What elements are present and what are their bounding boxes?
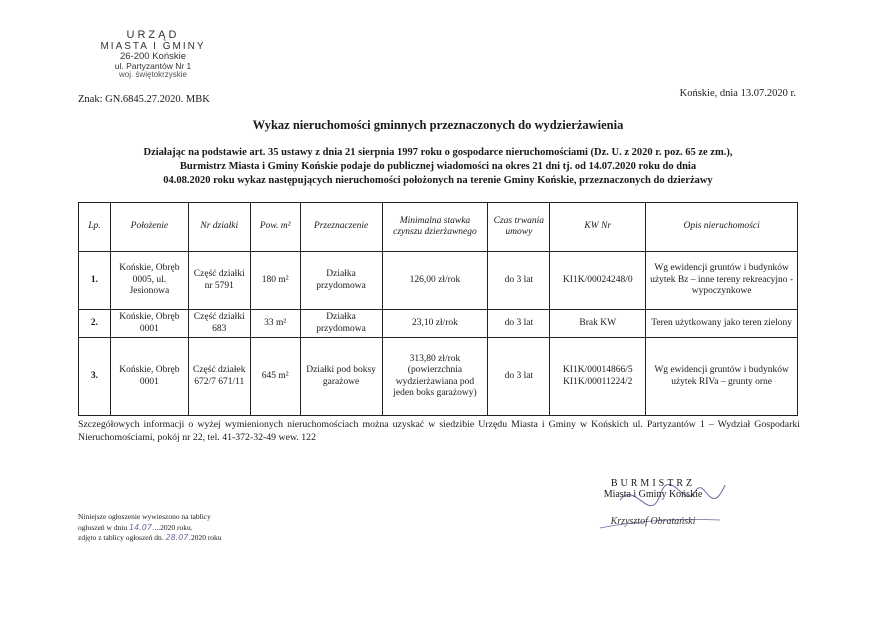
- cell-nr-dzialki: Część działki 683: [188, 310, 250, 338]
- stamp-line: URZĄD: [126, 29, 180, 41]
- intro-line: 04.08.2020 roku wykaz następujących nieruchomości położonych na terenie Gminy Końskie, przeznaczonych do dzierżawy: [163, 175, 713, 186]
- document-date: Końskie, dnia 13.07.2020 r.: [679, 88, 796, 99]
- notice-text: ogłoszeń w dniu: [78, 522, 130, 532]
- cell-lp: 2.: [79, 310, 111, 338]
- signature-title: BURMISTRZ: [610, 478, 696, 489]
- cell-opis: Teren użytkowany jako teren zielony: [646, 310, 798, 338]
- cell-czas: do 3 lat: [488, 310, 550, 338]
- cell-przeznaczenie: Działka przydomowa: [300, 252, 382, 310]
- handwritten-date: 28.07.: [165, 533, 191, 542]
- cell-kw: KI1K/00014866/5 KI1K/00011224/2: [550, 338, 646, 416]
- contact-info-paragraph: Szczegółowych informacji o wyżej wymienionych nieruchomościach można uzyskać w siedzibie Urzędu Miasta i Gminy w Końskich ul. Partyzantów 1 – Wydział Gospodarki Nieruchomościami, pokój nr 22, tel. 41-372-32-49 wew. 122: [78, 419, 800, 443]
- header-polozenie: Położenie: [110, 203, 188, 252]
- stamp-line: 26-200 Końskie: [119, 51, 187, 63]
- notice-line-posted: [78, 523, 222, 534]
- stamp-line: ul. Partyzantów Nr 1: [114, 61, 192, 72]
- header-kw: KW Nr: [550, 203, 646, 252]
- cell-lp: 1.: [79, 252, 111, 310]
- cell-polozenie: Końskie, Obręb 0001: [110, 338, 188, 416]
- notice-text: ...2020 roku.: [154, 522, 193, 532]
- handwritten-date: 14.07.: [129, 522, 155, 532]
- cell-polozenie: Końskie, Obręb 0001: [110, 310, 188, 338]
- notice-text: 2020 roku: [190, 533, 222, 542]
- header-pow: Pow. m²: [250, 203, 300, 252]
- cell-opis: Wg ewidencji gruntów i budynków użytek Bz – inne tereny rekreacyjno - wypoczynkowe: [646, 252, 798, 310]
- intro-paragraph: [78, 146, 798, 188]
- table-row: [79, 252, 798, 310]
- property-table: [78, 202, 798, 416]
- header-nr-dzialki: Nr działki: [188, 203, 250, 252]
- cell-czas: do 3 lat: [488, 252, 550, 310]
- header-opis: Opis nieruchomości: [646, 203, 798, 252]
- stamp-line: woj. świętokrzyskie: [118, 69, 187, 79]
- cell-pow: 33 m²: [250, 310, 300, 338]
- mayor-signature-block: [588, 478, 718, 527]
- cell-nr-dzialki: Część działek 672/7 671/11: [188, 338, 250, 416]
- intro-line: Działając na podstawie art. 35 ustawy z dnia 21 sierpnia 1997 roku o gospodarce nieruchomościami (Dz. U. z 2020 r. poz. 65 ze zm.),: [143, 147, 733, 158]
- intro-line: Burmistrz Miasta i Gminy Końskie podaje do publicznej wiadomości na okres 21 dni tj. od 14.07.2020 roku do dnia: [179, 161, 697, 172]
- header-lp: Lp.: [79, 203, 111, 252]
- header-przeznaczenie: Przeznaczenie: [300, 203, 382, 252]
- stamp-line: MIASTA I GMINY: [100, 40, 206, 52]
- cell-przeznaczenie: Działki pod boksy garażowe: [300, 338, 382, 416]
- cell-stawka: 126,00 zł/rok: [382, 252, 488, 310]
- cell-przeznaczenie: Działka przydomowa: [300, 310, 382, 338]
- signature-name: Krzysztof Obratański: [610, 516, 696, 527]
- table-header-row: [79, 203, 798, 252]
- table-row: [79, 338, 798, 416]
- cell-pow: 180 m²: [250, 252, 300, 310]
- cell-lp: 3.: [79, 338, 111, 416]
- header-stawka: Minimalna stawka czynszu dzierżawnego: [382, 203, 488, 252]
- cell-polozenie: Końskie, Obręb 0005, ul. Jesionowa: [110, 252, 188, 310]
- signature-subtitle: Miasta i Gminy Końskie: [603, 489, 703, 500]
- posting-notice: [78, 512, 222, 544]
- cell-opis: Wg ewidencji gruntów i budynków użytek RIVa – grunty orne: [646, 338, 798, 416]
- cell-pow: 645 m²: [250, 338, 300, 416]
- header-czas: Czas trwania umowy: [488, 203, 550, 252]
- notice-line: Niniejsze ogłoszenie wywieszono na tablicy: [78, 512, 211, 521]
- document-title: Wykaz nieruchomości gminnych przeznaczonych do wydzierżawienia: [252, 118, 624, 132]
- office-stamp: [88, 30, 218, 79]
- cell-stawka: 23,10 zł/rok: [382, 310, 488, 338]
- table-row: [79, 310, 798, 338]
- cell-nr-dzialki: Część działki nr 5791: [188, 252, 250, 310]
- cell-kw: Brak KW: [550, 310, 646, 338]
- reference-number: Znak: GN.6845.27.2020. MBK: [78, 94, 210, 105]
- notice-line-removed: [78, 533, 222, 544]
- notice-text: zdjęto z tablicy ogłoszeń dn.: [78, 533, 166, 542]
- cell-czas: do 3 lat: [488, 338, 550, 416]
- cell-kw: KI1K/00024248/0: [550, 252, 646, 310]
- cell-stawka: 313,80 zł/rok (powierzchnia wydzierżawiana pod jeden boks garażowy): [382, 338, 488, 416]
